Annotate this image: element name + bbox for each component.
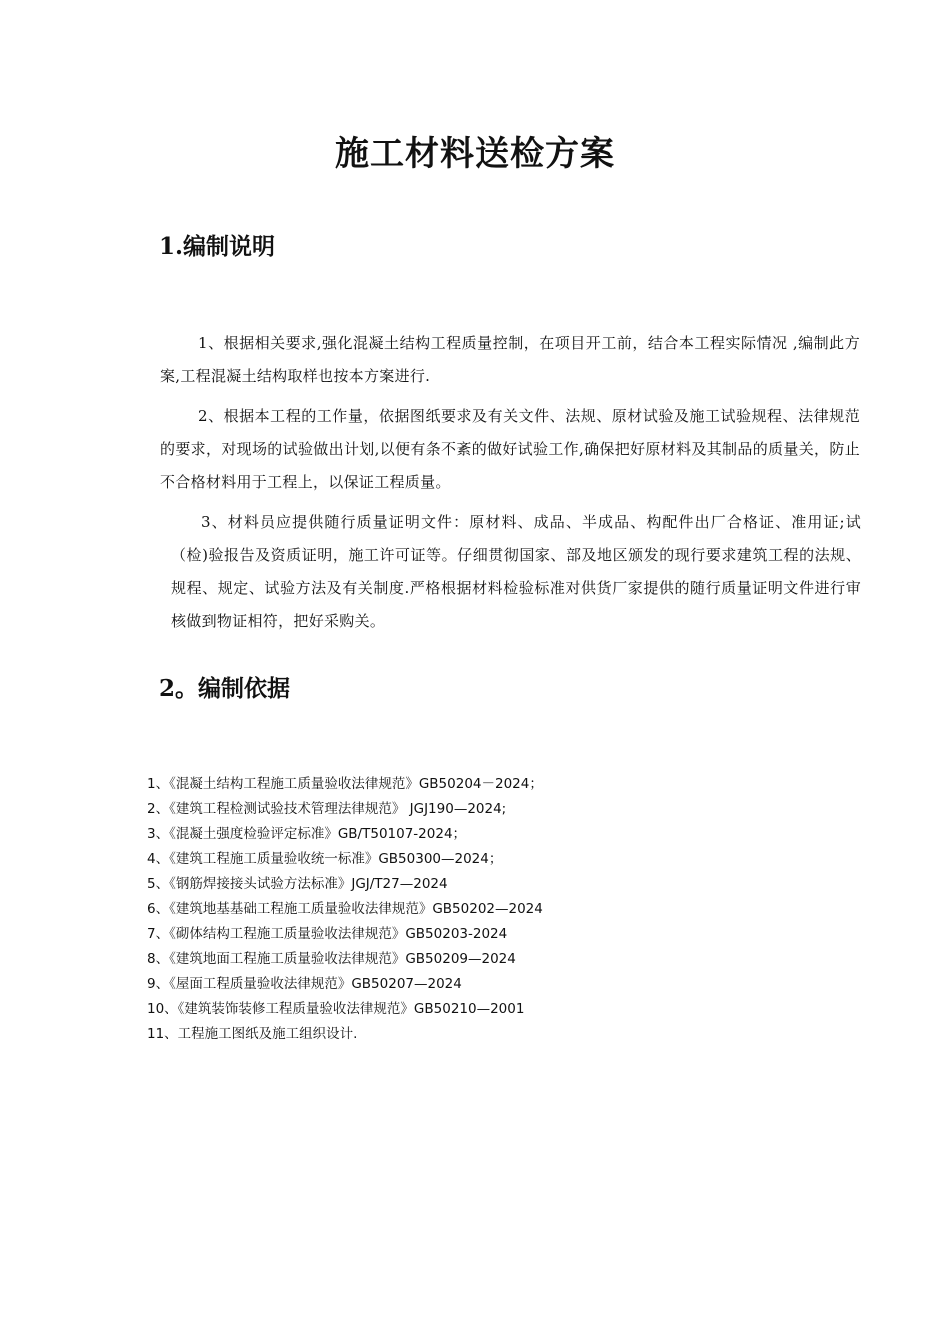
- paragraph-3: 3、材料员应提供随行质量证明文件：原材料、成品、半成品、构配件出厂合格证、准用证;试（检)验报告及资质证明，施工许可证等。仔细贯彻国家、部及地区颁发的现行要求建筑工程的法规、规程、规定、试验方法及有关制度.严格根据材料检验标准对供货厂家提供的随行质量证明文件进行审核做到物证相符，把好采购关。: [171, 513, 861, 630]
- list-item: 9、《屋面工程质量验收法律规范》GB50207—2024: [147, 976, 462, 992]
- list-item: 4、《建筑工程施工质量验收统一标准》GB50300—2024；: [147, 851, 503, 867]
- list-item: 6、《建筑地基基础工程施工质量验收法律规范》GB50202—2024: [147, 901, 543, 917]
- section-heading-compilation-basis: 2。编制依据: [159, 675, 291, 702]
- page-title: 施工材料送检方案: [335, 134, 615, 174]
- reference-list: [147, 772, 847, 1047]
- paragraph-1: 1、根据相关要求,强化混凝土结构工程质量控制，在项目开工前，结合本工程实际情况 ,编制此方案,工程混凝土结构取样也按本方案进行.: [160, 334, 860, 385]
- list-item: 3、《混凝土强度检验评定标准》GB/T50107-2024；: [147, 826, 467, 842]
- list-item: 5、《钢筋焊接接头试验方法标准》JGJ/T27—2024: [147, 876, 448, 892]
- list-item: 7、《砌体结构工程施工质量验收法律规范》GB50203-2024: [147, 926, 508, 942]
- list-item: 8、《建筑地面工程施工质量验收法律规范》GB50209—2024: [147, 951, 516, 967]
- list-item: 10、《建筑装饰装修工程质量验收法律规范》GB50210—2001: [147, 1001, 525, 1017]
- list-item: 1、《混凝土结构工程施工质量验收法律规范》GB50204－2024；: [147, 776, 543, 792]
- section-heading-compilation-notes: 1.编制说明: [159, 233, 276, 260]
- paragraph-2: 2、根据本工程的工作量，依据图纸要求及有关文件、法规、原材试验及施工试验规程、法律规范的要求，对现场的试验做出计划,以便有条不紊的做好试验工作,确保把好原材料及其制品的质量关，防止不合格材料用于工程上，以保证工程质量。: [160, 407, 860, 491]
- list-item: 11、工程施工图纸及施工组织设计.: [147, 1026, 358, 1042]
- list-item: 2、《建筑工程检测试验技术管理法律规范》 JGJ190—2024;: [147, 801, 507, 817]
